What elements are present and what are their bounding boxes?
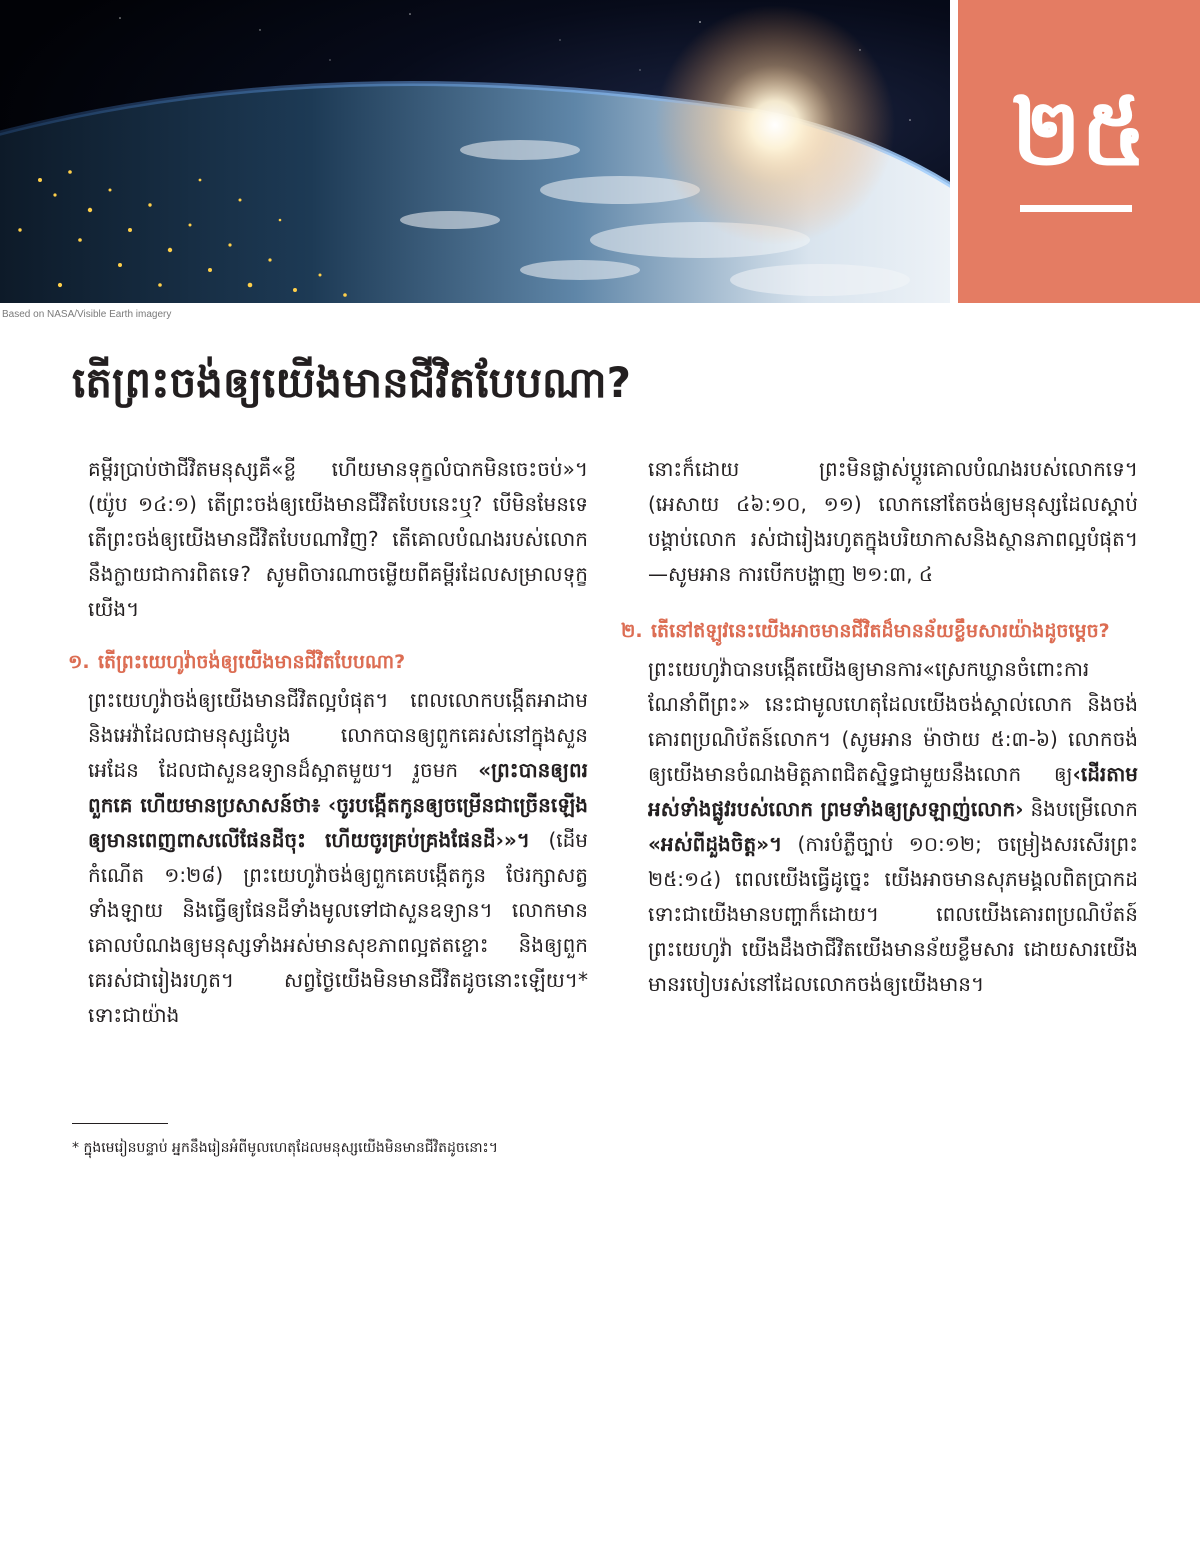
earth-illustration	[0, 0, 950, 303]
question-1-text: តើព្រះយេហូវ៉ាចង់ឲ្យយើងមានជីវិតបែបណា?	[98, 651, 406, 673]
lesson-title: តើព្រះចង់ឲ្យយើងមានជីវិតបែបណា?	[72, 358, 632, 407]
intro-paragraph: គម្ពីរប្រាប់ថាជីវិតមនុស្សគឺ«ខ្លី ហើយមានទុក្ខលំបាកមិនចេះចប់»។ (យ៉ូប ១៤:១) តើព្រះចង់ឲ្យយើងមានជីវិតបែបនេះឬ? បើមិនមែនទេ តើព្រះចង់ឲ្យយើងមានជីវិតបែបណាវិញ? តើគោលបំណងរបស់លោកនឹងក្លាយជាការពិតទេ? សូមពិចារណាចម្លើយពីគម្ពីរដែលសម្រាលទុក្ខយើង។	[88, 457, 588, 621]
question-2-text: តើនៅឥឡូវនេះយើងអាចមានជីវិតដ៏មានន័យខ្លឹមសារយ៉ាងដូចម្ដេច?	[651, 620, 1110, 642]
question-2-heading	[621, 614, 1138, 648]
answer-1-text-end: (ដើមកំណើត ១:២៨) ព្រះយេហូវ៉ាចង់ឲ្យពួកគេបង្កើតកូន ថែរក្សាសត្វទាំងឡាយ និងធ្វើឲ្យផែនដីទាំងមូលទៅជាសួនឧទ្យាន។ លោកមានគោលបំណងឲ្យមនុស្សទាំងអស់មានសុខភាពល្អឥតខ្ចោះ និងឲ្យពួកគេរស់ជារៀងរហូត។ សព្វថ្ងៃយើងមិនមានជីវិតដូចនោះឡើយ។*	[88, 828, 588, 992]
lesson-number: ២៥	[1011, 79, 1147, 186]
badge-underline	[1020, 205, 1132, 212]
footnote: * ក្នុងមេរៀនបន្ទាប់ អ្នកនឹងរៀនអំពីមូលហេតុដែលមនុស្សយើងមិនមានជីវិតដូចនោះ។	[72, 1140, 498, 1156]
sunrise-glow	[655, 5, 895, 245]
question-1-number: ១.	[68, 651, 90, 673]
footnote-divider	[72, 1123, 168, 1124]
answer-2-quote-1: ‹ដើរតាមអស់ទាំងផ្លូវរបស់លោក ព្រមទាំងឲ្យស្រឡាញ់លោក›	[648, 762, 1138, 821]
hero-earth-image	[0, 0, 950, 303]
image-credit: Based on NASA/Visible Earth imagery	[2, 309, 172, 320]
question-2-number: ២.	[621, 620, 643, 642]
answer-1-text-start: ព្រះយេហូវ៉ាចង់ឲ្យយើងមានជីវិតល្អបំផុត។ ពេលលោកបង្កើតអាដាមនិងអេវ៉ាដែលជាមនុស្សដំបូង លោកបានឲ្យពួកគេរស់នៅក្នុងសួនអេដែន ដែលជាសួនឧទ្យានដ៏ស្អាតមួយ។ រួចមក	[88, 688, 588, 782]
question-1-answer	[88, 683, 588, 1033]
answer-2-text-mid: និងបម្រើលោក	[1023, 797, 1138, 821]
lesson-number-badge	[958, 0, 1200, 303]
question-2-answer	[648, 652, 1138, 1002]
question-1-heading	[68, 645, 588, 679]
left-column	[68, 452, 588, 1033]
answer-1-text-tail: ទោះជាយ៉ាង	[88, 1003, 180, 1027]
answer-2-text-start: ព្រះយេហូវ៉ាបានបង្កើតយើងឲ្យមានការ«ស្រេកឃ្លានចំពោះការណែនាំពីព្រះ» នេះជាមូលហេតុដែលយើងចង់ស្គាល់លោក និងចង់គោរពប្រណិប័តន៍លោក។ (សូមអាន ម៉ាថាយ ៥:៣-៦) លោកចង់ឲ្យយើងមានចំណងមិត្តភាពជិតស្និទ្ធជាមួយនឹងលោក ឲ្យ	[648, 657, 1138, 786]
question-1-answer-continued: នោះក៏ដោយ ព្រះមិនផ្លាស់ប្ដូរគោលបំណងរបស់លោកទេ។ (អេសាយ ៤៦:១០, ១១) លោកនៅតែចង់ឲ្យមនុស្សដែលស្ដាប់បង្គាប់លោក រស់ជារៀងរហូតក្នុងបរិយាកាសនិងស្ថានភាពល្អបំផុត។—សូមអាន ការបើកបង្ហាញ ២១:៣, ៤	[648, 457, 1138, 586]
right-column	[621, 452, 1138, 1002]
answer-1-quote: «ព្រះបានឲ្យពរពួកគេ ហើយមានប្រសាសន៍ថា៖ ‹ចូរបង្កើតកូនឲ្យចម្រើនជាច្រើនឡើង ឲ្យមានពេញពាសលើផែនដីចុះ ហើយចូរគ្រប់គ្រងផែនដី›»។	[88, 758, 588, 852]
answer-2-text-end: (ការបំភ្លឺច្បាប់ ១០:១២; ចម្រៀងសរសើរព្រះ ២៥:១៤) ពេលយើងធ្វើដូច្នេះ យើងអាចមានសុភមង្គលពិតប្រាកដ ទោះជាយើងមានបញ្ហាក៏ដោយ។ ពេលយើងគោរពប្រណិប័តន៍ព្រះយេហូវ៉ា យើងដឹងថាជីវិតយើងមានន័យខ្លឹមសារ ដោយសារយើងមានរបៀបរស់នៅដែលលោកចង់ឲ្យយើងមាន។	[648, 832, 1138, 996]
answer-2-quote-2: «អស់ពីដួងចិត្ត»។	[648, 832, 783, 856]
